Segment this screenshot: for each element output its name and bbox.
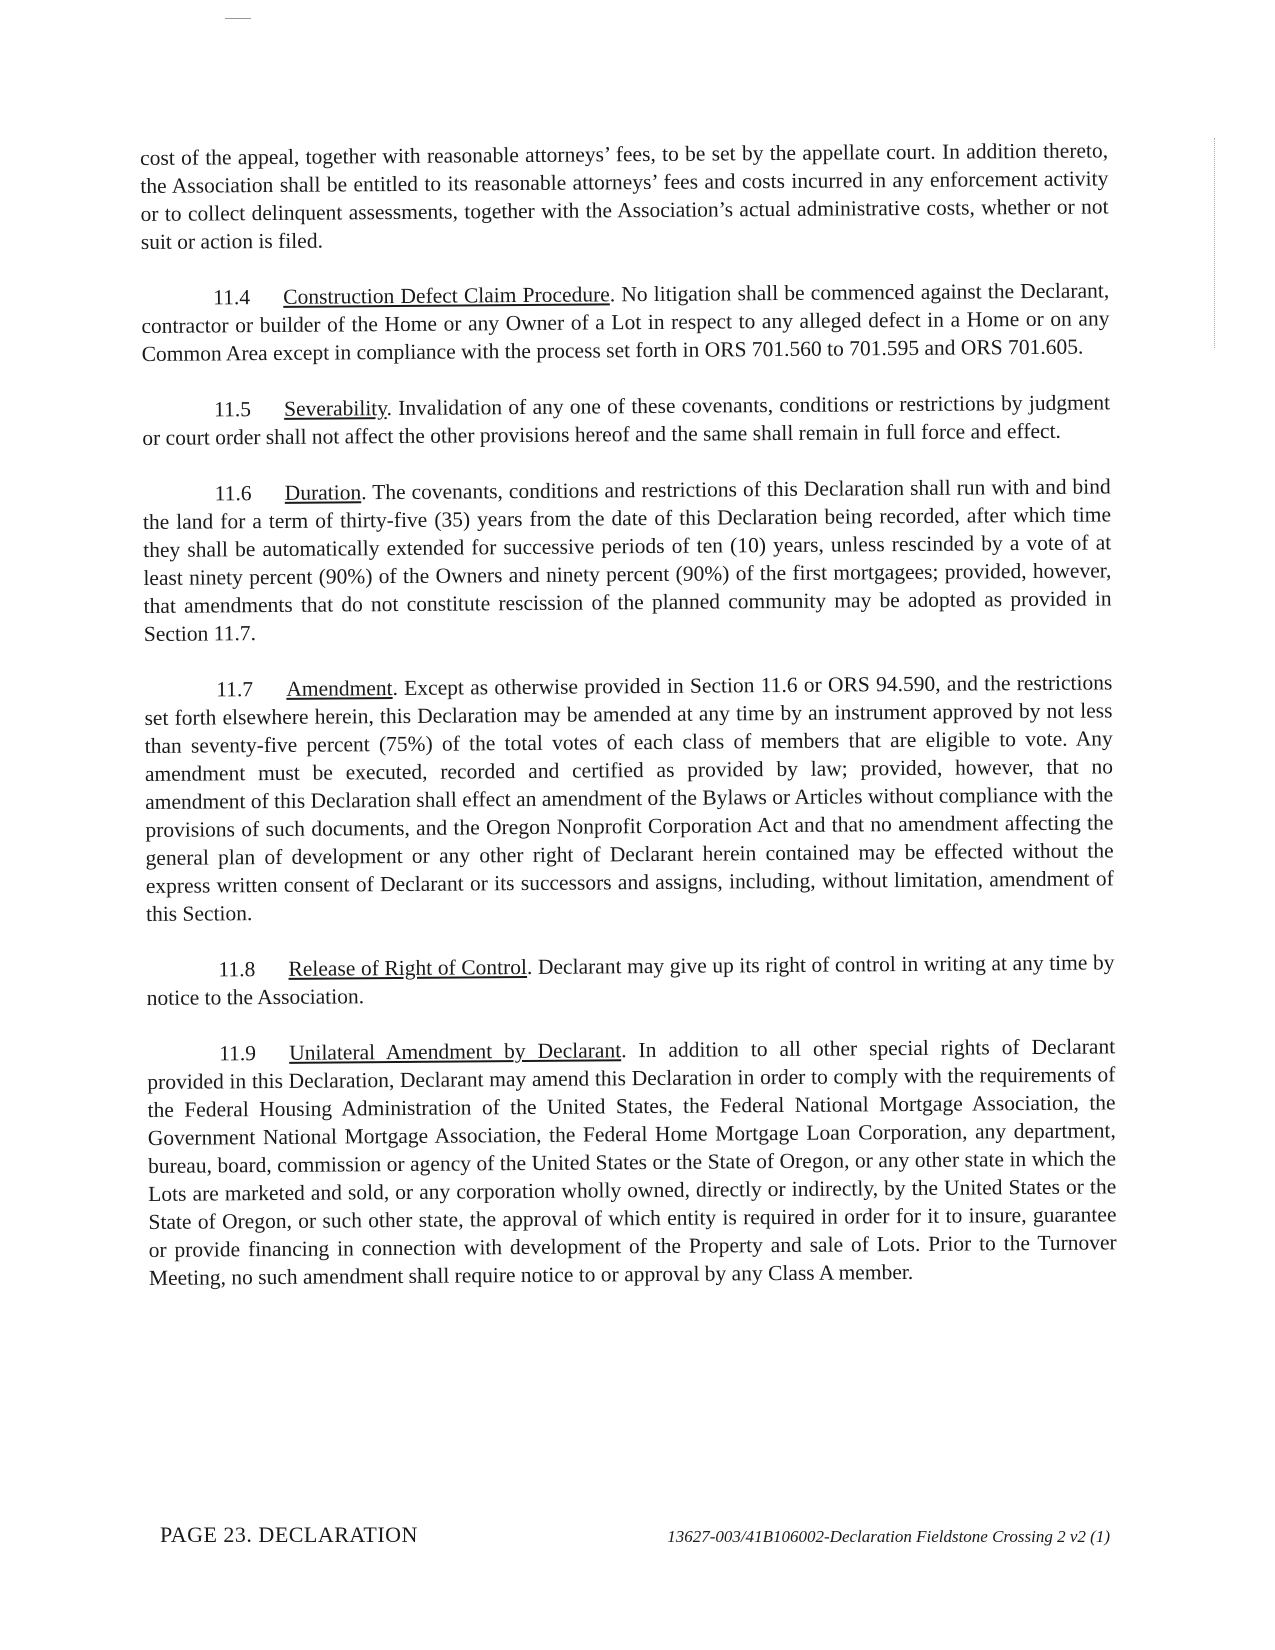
paragraph-text: cost of the appeal, together with reasonable attorneys’ fees, to be set by the appellate court. In addition thereto, the Association shall be entitled to its reasonable attorneys’ fees and costs incurred in any enforcement activity or to collect delinquent assessments, together with the Association’s actual administrative costs, whether or not suit or action is filed. <box>140 138 1109 254</box>
section-text: . Declarant may give up its right of control in writing at any time by notice to the Association. <box>146 950 1115 1010</box>
section-number: 11.7 <box>216 677 254 702</box>
section-number: 11.8 <box>218 957 256 982</box>
section-number: 11.4 <box>213 285 251 310</box>
section-11-4 <box>141 276 1110 368</box>
document-id: 13627-003/41B106002-Declaration Fieldstone Crossing 2 v2 (1) <box>667 1527 1110 1546</box>
section-number: 11.5 <box>213 397 252 422</box>
section-heading: Severability <box>283 396 387 421</box>
document-body <box>140 136 1117 1320</box>
page-footer <box>160 1522 1110 1548</box>
section-text: . In addition to all other special rights of Declarant provided in this Declaration, Declarant may amend this Declaration in order to comply with the requirements of the Federal Housing Administration of the United States, the Federal National Mortgage Association, the Government National Mortgage Association, the Federal Home Mortgage Loan Corporation, any department, bureau, board, commission or agency of the United States or the State of Oregon, or any other state in which the Lots are marketed and sold, or any corporation wholly owned, directly or indirectly, by the United States or the State of Oregon, or such other state, the approval of which entity is required in order for it to insure, guarantee or provide financing in connection with development of the Property and sale of Lots. Prior to the Turnover Meeting, no such amendment shall require notice to or approval by any Class A member. <box>147 1034 1117 1290</box>
section-heading: Construction Defect Claim Procedure <box>283 282 610 309</box>
page-label: PAGE 23. DECLARATION <box>160 1522 418 1547</box>
section-11-5 <box>142 388 1110 452</box>
section-number: 11.9 <box>219 1041 257 1066</box>
section-heading: Release of Right of Control <box>288 954 528 981</box>
scan-artifact-right-edge <box>1212 138 1215 348</box>
section-heading: Duration <box>284 480 362 505</box>
section-11-8 <box>146 948 1114 1012</box>
section-number: 11.6 <box>214 481 252 506</box>
section-text: . The covenants, conditions and restrictions of this Declaration shall run with and bind the land for a term of thirty-five (35) years from the date of this Declaration being recorded, after which time they shall be automatically extended for successive periods of ten (10) years, unless rescinded by a vote of at least ninety percent (90%) of the Owners and ninety percent (90%) of the first mortgagees; provided, however, that amendments that do not constitute rescission of the planned community may be adopted as provided in Section 11.7. <box>142 474 1112 646</box>
section-text: . Except as otherwise provided in Section 11.6 or ORS 94.590, and the restrictions set forth elsewhere herein, this Declaration may be amended at any time by an instrument approved by not less than seventy-five percent (75%) of the total votes of each class of members that are eligible to vote. Any amendment must be executed, recorded and certified as provided by law; provided, however, that no amendment of this Declaration shall effect an amendment of the Bylaws or Articles without compliance with the provisions of such documents, and the Oregon Nonprofit Corporation Act and that no amendment affecting the general plan of development or any other right of Declarant herein contained may be effected without the express written consent of Declarant or its successors and assigns, including, without limitation, amendment of this Section. <box>144 670 1114 926</box>
section-text: . No litigation shall be commenced against the Declarant, contractor or builder of the Home or any Owner of a Lot in respect to any alleged defect in a Home or on any Common Area except in compliance with the process set forth in ORS 701.560 to 701.595 and ORS 701.605. <box>141 278 1110 366</box>
paragraph-continuation <box>140 136 1109 256</box>
section-11-9 <box>147 1032 1117 1292</box>
section-heading: Amendment <box>286 676 393 701</box>
section-heading: Unilateral Amendment by Declarant <box>289 1038 622 1065</box>
section-text: . Invalidation of any one of these covenants, conditions or restrictions by judgment or court order shall not affect the other provisions hereof and the same shall remain in full force and effect. <box>142 390 1111 450</box>
section-11-7 <box>144 668 1114 928</box>
scan-artifact-top <box>225 18 251 19</box>
section-11-6 <box>143 472 1112 648</box>
